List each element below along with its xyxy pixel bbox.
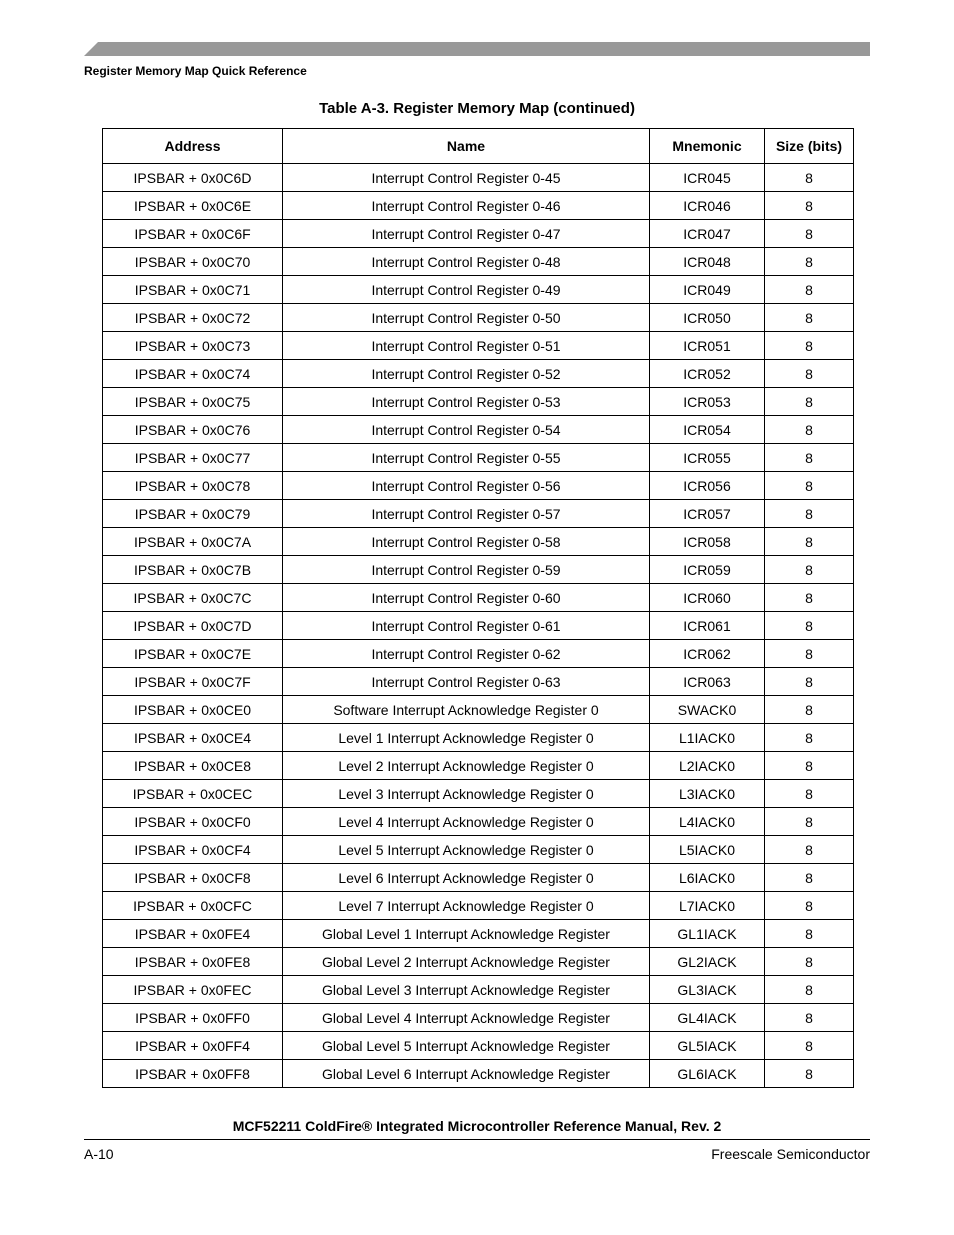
cell-size: 8 (765, 528, 854, 556)
cell-mnemonic: ICR048 (650, 248, 765, 276)
cell-size: 8 (765, 808, 854, 836)
cell-mnemonic: ICR056 (650, 472, 765, 500)
cell-size: 8 (765, 668, 854, 696)
cell-mnemonic: ICR047 (650, 220, 765, 248)
table-row (103, 780, 854, 808)
table-row (103, 612, 854, 640)
cell-address: IPSBAR + 0x0C72 (103, 304, 283, 332)
table-row (103, 696, 854, 724)
cell-mnemonic: ICR057 (650, 500, 765, 528)
cell-name: Interrupt Control Register 0-51 (283, 332, 650, 360)
cell-size: 8 (765, 612, 854, 640)
cell-address: IPSBAR + 0x0C79 (103, 500, 283, 528)
cell-size: 8 (765, 472, 854, 500)
cell-size: 8 (765, 220, 854, 248)
table-row (103, 976, 854, 1004)
cell-name: Interrupt Control Register 0-56 (283, 472, 650, 500)
table-row (103, 500, 854, 528)
cell-mnemonic: ICR058 (650, 528, 765, 556)
table-row (103, 444, 854, 472)
cell-name: Level 5 Interrupt Acknowledge Register 0 (283, 836, 650, 864)
cell-address: IPSBAR + 0x0C77 (103, 444, 283, 472)
cell-name: Interrupt Control Register 0-52 (283, 360, 650, 388)
table-row (103, 1004, 854, 1032)
cell-size: 8 (765, 416, 854, 444)
cell-address: IPSBAR + 0x0CF8 (103, 864, 283, 892)
table-header-row (103, 129, 854, 164)
cell-size: 8 (765, 976, 854, 1004)
table-row (103, 472, 854, 500)
cell-name: Level 7 Interrupt Acknowledge Register 0 (283, 892, 650, 920)
cell-size: 8 (765, 332, 854, 360)
cell-address: IPSBAR + 0x0FE8 (103, 948, 283, 976)
cell-size: 8 (765, 248, 854, 276)
page-number: A-10 (84, 1146, 114, 1162)
table-row (103, 164, 854, 192)
cell-name: Interrupt Control Register 0-48 (283, 248, 650, 276)
cell-address: IPSBAR + 0x0C78 (103, 472, 283, 500)
cell-mnemonic: GL6IACK (650, 1060, 765, 1088)
cell-name: Level 2 Interrupt Acknowledge Register 0 (283, 752, 650, 780)
cell-size: 8 (765, 752, 854, 780)
cell-name: Interrupt Control Register 0-62 (283, 640, 650, 668)
table-row (103, 808, 854, 836)
table-row (103, 752, 854, 780)
cell-mnemonic: L3IACK0 (650, 780, 765, 808)
cell-mnemonic: ICR052 (650, 360, 765, 388)
table-row (103, 668, 854, 696)
table-title: Table A-3. Register Memory Map (continued) (319, 100, 635, 117)
cell-mnemonic: ICR050 (650, 304, 765, 332)
cell-mnemonic: ICR049 (650, 276, 765, 304)
cell-mnemonic: GL4IACK (650, 1004, 765, 1032)
cell-name: Global Level 1 Interrupt Acknowledge Register (283, 920, 650, 948)
cell-size: 8 (765, 836, 854, 864)
cell-size: 8 (765, 892, 854, 920)
cell-address: IPSBAR + 0x0C76 (103, 416, 283, 444)
cell-mnemonic: SWACK0 (650, 696, 765, 724)
cell-mnemonic: ICR060 (650, 584, 765, 612)
cell-mnemonic: ICR053 (650, 388, 765, 416)
cell-name: Global Level 3 Interrupt Acknowledge Register (283, 976, 650, 1004)
cell-mnemonic: L4IACK0 (650, 808, 765, 836)
table-row (103, 192, 854, 220)
cell-name: Interrupt Control Register 0-61 (283, 612, 650, 640)
cell-address: IPSBAR + 0x0FEC (103, 976, 283, 1004)
cell-address: IPSBAR + 0x0FF4 (103, 1032, 283, 1060)
cell-size: 8 (765, 276, 854, 304)
cell-size: 8 (765, 360, 854, 388)
running-head: Register Memory Map Quick Reference (84, 64, 307, 78)
column-header-address: Address (103, 129, 283, 164)
cell-mnemonic: GL2IACK (650, 948, 765, 976)
cell-name: Global Level 6 Interrupt Acknowledge Register (283, 1060, 650, 1088)
header-bar (84, 42, 870, 56)
cell-size: 8 (765, 388, 854, 416)
footer-rule (84, 1139, 870, 1140)
cell-name: Interrupt Control Register 0-57 (283, 500, 650, 528)
cell-mnemonic: L1IACK0 (650, 724, 765, 752)
table-row (103, 836, 854, 864)
table-row (103, 892, 854, 920)
cell-size: 8 (765, 556, 854, 584)
cell-address: IPSBAR + 0x0C7E (103, 640, 283, 668)
cell-name: Software Interrupt Acknowledge Register 0 (283, 696, 650, 724)
cell-address: IPSBAR + 0x0C6E (103, 192, 283, 220)
cell-address: IPSBAR + 0x0C6F (103, 220, 283, 248)
table-row (103, 304, 854, 332)
cell-name: Global Level 5 Interrupt Acknowledge Register (283, 1032, 650, 1060)
cell-mnemonic: L6IACK0 (650, 864, 765, 892)
cell-mnemonic: GL1IACK (650, 920, 765, 948)
cell-mnemonic: L7IACK0 (650, 892, 765, 920)
table-row (103, 1060, 854, 1088)
cell-size: 8 (765, 500, 854, 528)
cell-name: Interrupt Control Register 0-60 (283, 584, 650, 612)
column-header-name: Name (283, 129, 650, 164)
cell-size: 8 (765, 192, 854, 220)
cell-address: IPSBAR + 0x0CE4 (103, 724, 283, 752)
cell-name: Interrupt Control Register 0-63 (283, 668, 650, 696)
cell-size: 8 (765, 1032, 854, 1060)
table-row (103, 220, 854, 248)
table-row (103, 584, 854, 612)
cell-size: 8 (765, 584, 854, 612)
cell-address: IPSBAR + 0x0C7B (103, 556, 283, 584)
cell-address: IPSBAR + 0x0CF4 (103, 836, 283, 864)
cell-address: IPSBAR + 0x0C75 (103, 388, 283, 416)
cell-mnemonic: ICR055 (650, 444, 765, 472)
cell-name: Global Level 4 Interrupt Acknowledge Register (283, 1004, 650, 1032)
cell-name: Interrupt Control Register 0-55 (283, 444, 650, 472)
table-row (103, 640, 854, 668)
cell-address: IPSBAR + 0x0C71 (103, 276, 283, 304)
cell-name: Level 3 Interrupt Acknowledge Register 0 (283, 780, 650, 808)
cell-name: Interrupt Control Register 0-53 (283, 388, 650, 416)
table-row (103, 388, 854, 416)
table-row (103, 248, 854, 276)
cell-size: 8 (765, 304, 854, 332)
cell-size: 8 (765, 780, 854, 808)
cell-name: Interrupt Control Register 0-59 (283, 556, 650, 584)
publisher-name: Freescale Semiconductor (711, 1146, 870, 1162)
column-header-mnemonic: Mnemonic (650, 129, 765, 164)
cell-address: IPSBAR + 0x0CEC (103, 780, 283, 808)
cell-mnemonic: ICR051 (650, 332, 765, 360)
cell-address: IPSBAR + 0x0FF8 (103, 1060, 283, 1088)
cell-address: IPSBAR + 0x0FE4 (103, 920, 283, 948)
cell-address: IPSBAR + 0x0CE8 (103, 752, 283, 780)
cell-address: IPSBAR + 0x0C74 (103, 360, 283, 388)
cell-name: Global Level 2 Interrupt Acknowledge Register (283, 948, 650, 976)
cell-name: Level 1 Interrupt Acknowledge Register 0 (283, 724, 650, 752)
cell-mnemonic: ICR054 (650, 416, 765, 444)
cell-mnemonic: ICR045 (650, 164, 765, 192)
table-row (103, 724, 854, 752)
cell-address: IPSBAR + 0x0C73 (103, 332, 283, 360)
cell-size: 8 (765, 164, 854, 192)
cell-name: Interrupt Control Register 0-47 (283, 220, 650, 248)
table-row (103, 276, 854, 304)
cell-size: 8 (765, 864, 854, 892)
table-row (103, 556, 854, 584)
cell-mnemonic: L5IACK0 (650, 836, 765, 864)
cell-address: IPSBAR + 0x0C6D (103, 164, 283, 192)
cell-address: IPSBAR + 0x0CE0 (103, 696, 283, 724)
cell-size: 8 (765, 696, 854, 724)
cell-mnemonic: ICR046 (650, 192, 765, 220)
table-row (103, 1032, 854, 1060)
cell-size: 8 (765, 444, 854, 472)
table-row (103, 920, 854, 948)
cell-name: Interrupt Control Register 0-58 (283, 528, 650, 556)
cell-mnemonic: ICR062 (650, 640, 765, 668)
cell-mnemonic: ICR061 (650, 612, 765, 640)
footer-title: MCF52211 ColdFire® Integrated Microcontroller Reference Manual, Rev. 2 (232, 1118, 722, 1134)
cell-mnemonic: ICR063 (650, 668, 765, 696)
cell-size: 8 (765, 920, 854, 948)
cell-mnemonic: L2IACK0 (650, 752, 765, 780)
cell-name: Interrupt Control Register 0-49 (283, 276, 650, 304)
cell-address: IPSBAR + 0x0C7A (103, 528, 283, 556)
cell-name: Interrupt Control Register 0-50 (283, 304, 650, 332)
cell-name: Interrupt Control Register 0-46 (283, 192, 650, 220)
cell-mnemonic: GL5IACK (650, 1032, 765, 1060)
table-row (103, 948, 854, 976)
table-body (103, 164, 854, 1088)
table-row (103, 416, 854, 444)
table-row (103, 864, 854, 892)
cell-size: 8 (765, 1060, 854, 1088)
cell-address: IPSBAR + 0x0C7F (103, 668, 283, 696)
cell-mnemonic: ICR059 (650, 556, 765, 584)
cell-size: 8 (765, 948, 854, 976)
cell-address: IPSBAR + 0x0C7C (103, 584, 283, 612)
cell-address: IPSBAR + 0x0C7D (103, 612, 283, 640)
cell-mnemonic: GL3IACK (650, 976, 765, 1004)
table-row (103, 528, 854, 556)
cell-name: Level 4 Interrupt Acknowledge Register 0 (283, 808, 650, 836)
cell-address: IPSBAR + 0x0CF0 (103, 808, 283, 836)
cell-name: Level 6 Interrupt Acknowledge Register 0 (283, 864, 650, 892)
table-row (103, 332, 854, 360)
cell-address: IPSBAR + 0x0FF0 (103, 1004, 283, 1032)
cell-address: IPSBAR + 0x0CFC (103, 892, 283, 920)
cell-size: 8 (765, 1004, 854, 1032)
cell-name: Interrupt Control Register 0-45 (283, 164, 650, 192)
column-header-size: Size (bits) (765, 129, 854, 164)
cell-name: Interrupt Control Register 0-54 (283, 416, 650, 444)
cell-size: 8 (765, 724, 854, 752)
register-memory-map-table (102, 128, 854, 1088)
table-row (103, 360, 854, 388)
cell-address: IPSBAR + 0x0C70 (103, 248, 283, 276)
cell-size: 8 (765, 640, 854, 668)
